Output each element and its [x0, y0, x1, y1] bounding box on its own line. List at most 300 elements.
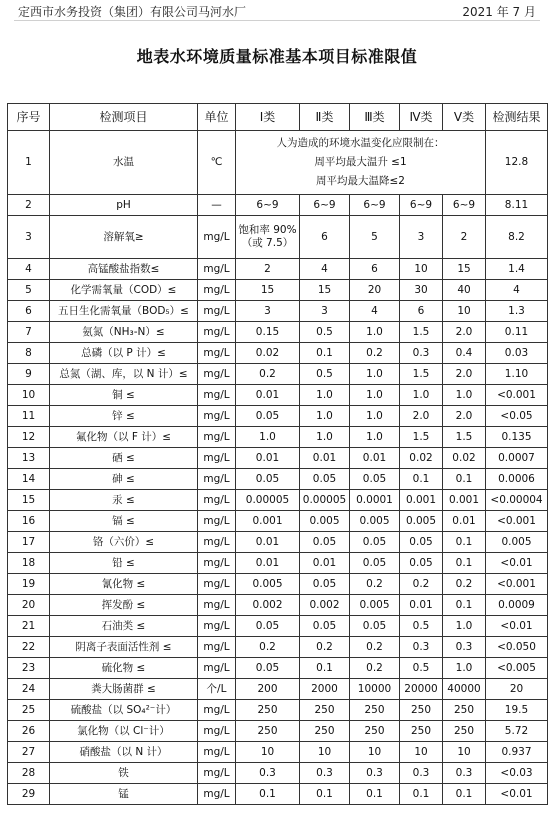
- row-class5: 6~9: [443, 195, 486, 216]
- row-result: <0.050: [486, 637, 548, 658]
- row-class1: 0.002: [236, 595, 300, 616]
- row-item: 粪大肠菌群 ≤: [50, 679, 198, 700]
- col-header-class2: Ⅱ类: [300, 104, 350, 131]
- table-row: [8, 131, 548, 195]
- row-item: 汞 ≤: [50, 490, 198, 511]
- row-class2: 1.0: [300, 427, 350, 448]
- row-class2: 0.5: [300, 322, 350, 343]
- row-item: 石油类 ≤: [50, 616, 198, 637]
- row-unit: mg/L: [198, 322, 236, 343]
- row-class3: 0.2: [350, 658, 400, 679]
- row-class4: 30: [400, 280, 443, 301]
- row-unit: mg/L: [198, 301, 236, 322]
- row-item: 铬（六价）≤: [50, 532, 198, 553]
- row-result: 19.5: [486, 700, 548, 721]
- row-unit: mg/L: [198, 595, 236, 616]
- row-result: <0.03: [486, 763, 548, 784]
- header-divider: [14, 20, 540, 21]
- row-class1: 10: [236, 742, 300, 763]
- row-class3: 5: [350, 216, 400, 259]
- row-result: <0.001: [486, 385, 548, 406]
- row-class2: 0.1: [300, 658, 350, 679]
- row-class5: 2.0: [443, 322, 486, 343]
- table-row: [8, 553, 548, 574]
- row-result: 0.135: [486, 427, 548, 448]
- row-class4: 1.5: [400, 322, 443, 343]
- row-unit: ℃: [198, 131, 236, 195]
- row-no: 18: [8, 553, 50, 574]
- row-unit: mg/L: [198, 637, 236, 658]
- row-unit: mg/L: [198, 216, 236, 259]
- row-unit: mg/L: [198, 259, 236, 280]
- table-row: [8, 511, 548, 532]
- row-unit: mg/L: [198, 490, 236, 511]
- row-class1: 0.01: [236, 553, 300, 574]
- row-unit: mg/L: [198, 763, 236, 784]
- row-class5: 0.1: [443, 595, 486, 616]
- row-class2: 0.05: [300, 574, 350, 595]
- row-no: 13: [8, 448, 50, 469]
- row-item: 总磷（以 P 计）≤: [50, 343, 198, 364]
- row-class3: 0.005: [350, 511, 400, 532]
- row-item: 化学需氧量（COD）≤: [50, 280, 198, 301]
- row-class2: 3: [300, 301, 350, 322]
- table-row: [8, 700, 548, 721]
- row-unit: mg/L: [198, 553, 236, 574]
- row-class4: 6~9: [400, 195, 443, 216]
- row-unit: mg/L: [198, 574, 236, 595]
- row-result: <0.01: [486, 553, 548, 574]
- note-line: 周平均最大温降≤2: [316, 175, 405, 187]
- row-class3: 0.2: [350, 637, 400, 658]
- class1-line: （或 7.5）: [241, 237, 294, 249]
- row-class1: 2: [236, 259, 300, 280]
- col-header-class1: Ⅰ类: [236, 104, 300, 131]
- row-unit: mg/L: [198, 700, 236, 721]
- row-class2: 0.3: [300, 763, 350, 784]
- row-class4: 1.5: [400, 427, 443, 448]
- row-class4: 0.3: [400, 637, 443, 658]
- table-row: [8, 406, 548, 427]
- row-class1: [236, 216, 300, 259]
- table-row: [8, 364, 548, 385]
- row-class5: 40000: [443, 679, 486, 700]
- row-class1: 1.0: [236, 427, 300, 448]
- table-row: [8, 448, 548, 469]
- row-class3: 1.0: [350, 364, 400, 385]
- row-class5: 0.001: [443, 490, 486, 511]
- row-result: 0.0007: [486, 448, 548, 469]
- row-class2: 0.5: [300, 364, 350, 385]
- row-result: <0.005: [486, 658, 548, 679]
- row-class2: 6~9: [300, 195, 350, 216]
- row-class4: 250: [400, 721, 443, 742]
- row-class2: 10: [300, 742, 350, 763]
- row-item: 氨氮（NH₃-N）≤: [50, 322, 198, 343]
- row-unit: mg/L: [198, 385, 236, 406]
- row-unit: mg/L: [198, 343, 236, 364]
- standards-table: [7, 103, 548, 805]
- row-unit: mg/L: [198, 364, 236, 385]
- row-class3: 0.2: [350, 574, 400, 595]
- row-no: 7: [8, 322, 50, 343]
- row-class3: 0.1: [350, 784, 400, 805]
- row-class5: 0.1: [443, 553, 486, 574]
- row-unit: 个/L: [198, 679, 236, 700]
- row-class2: 0.00005: [300, 490, 350, 511]
- row-class4: 0.1: [400, 469, 443, 490]
- row-class4: 3: [400, 216, 443, 259]
- row-no: 27: [8, 742, 50, 763]
- row-class3: 0.05: [350, 616, 400, 637]
- row-no: 11: [8, 406, 50, 427]
- row-class1: 0.02: [236, 343, 300, 364]
- row-class1: 0.15: [236, 322, 300, 343]
- row-no: 3: [8, 216, 50, 259]
- row-item: 锌 ≤: [50, 406, 198, 427]
- row-result: <0.001: [486, 511, 548, 532]
- table-row: [8, 595, 548, 616]
- row-class3: 0.005: [350, 595, 400, 616]
- row-no: 4: [8, 259, 50, 280]
- row-unit: mg/L: [198, 511, 236, 532]
- row-item: 溶解氧≥: [50, 216, 198, 259]
- row-class4: 0.001: [400, 490, 443, 511]
- col-header-item: 检测项目: [50, 104, 198, 131]
- table-row: [8, 658, 548, 679]
- row-unit: mg/L: [198, 616, 236, 637]
- row-class4: 10: [400, 259, 443, 280]
- row-class3: 1.0: [350, 427, 400, 448]
- row-result: <0.001: [486, 574, 548, 595]
- row-class2: 4: [300, 259, 350, 280]
- row-class1: 250: [236, 721, 300, 742]
- row-class4: 20000: [400, 679, 443, 700]
- row-class1: 0.01: [236, 532, 300, 553]
- table-row: [8, 322, 548, 343]
- col-header-class5: Ⅴ类: [443, 104, 486, 131]
- row-class4: 1.0: [400, 385, 443, 406]
- row-result: 0.937: [486, 742, 548, 763]
- row-class5: 0.01: [443, 511, 486, 532]
- row-result: <0.00004: [486, 490, 548, 511]
- row-class4: 0.2: [400, 574, 443, 595]
- row-class2: 0.005: [300, 511, 350, 532]
- row-class3: 250: [350, 700, 400, 721]
- row-item: 水温: [50, 131, 198, 195]
- row-item: 锰: [50, 784, 198, 805]
- row-item: 铜 ≤: [50, 385, 198, 406]
- row-no: 26: [8, 721, 50, 742]
- row-class1: 6~9: [236, 195, 300, 216]
- col-header-unit: 单位: [198, 104, 236, 131]
- report-date: 2021 年 7 月: [462, 5, 536, 19]
- row-class1: 0.2: [236, 364, 300, 385]
- row-no: 22: [8, 637, 50, 658]
- row-class5: 1.5: [443, 427, 486, 448]
- row-class1: 0.00005: [236, 490, 300, 511]
- table-row: [8, 259, 548, 280]
- row-item: 挥发酚 ≤: [50, 595, 198, 616]
- row-no: 15: [8, 490, 50, 511]
- row-item: 硫酸盐（以 SO₄²⁻计）: [50, 700, 198, 721]
- row-class4: 6: [400, 301, 443, 322]
- row-item: 砷 ≤: [50, 469, 198, 490]
- row-no: 25: [8, 700, 50, 721]
- row-no: 16: [8, 511, 50, 532]
- row-class4: 0.1: [400, 784, 443, 805]
- row-class1: 0.05: [236, 406, 300, 427]
- row-class4: 0.005: [400, 511, 443, 532]
- row-unit: mg/L: [198, 427, 236, 448]
- row-no: 6: [8, 301, 50, 322]
- row-no: 12: [8, 427, 50, 448]
- row-class2: 0.05: [300, 532, 350, 553]
- row-result: 1.10: [486, 364, 548, 385]
- row-item: 硫化物 ≤: [50, 658, 198, 679]
- row-class2: 15: [300, 280, 350, 301]
- row-class2: 0.01: [300, 553, 350, 574]
- row-class3: 1.0: [350, 385, 400, 406]
- row-no: 2: [8, 195, 50, 216]
- row-result: <0.01: [486, 616, 548, 637]
- row-result: 0.0006: [486, 469, 548, 490]
- row-class5: 2.0: [443, 364, 486, 385]
- row-class3: 1.0: [350, 406, 400, 427]
- row-no: 9: [8, 364, 50, 385]
- row-result: <0.01: [486, 784, 548, 805]
- row-class1: 0.05: [236, 616, 300, 637]
- row-unit: mg/L: [198, 448, 236, 469]
- row-no: 23: [8, 658, 50, 679]
- table-row: [8, 616, 548, 637]
- row-class4: 0.5: [400, 616, 443, 637]
- row-class2: 1.0: [300, 406, 350, 427]
- table-row: [8, 280, 548, 301]
- row-unit: mg/L: [198, 532, 236, 553]
- row-class2: 250: [300, 700, 350, 721]
- row-result: 1.3: [486, 301, 548, 322]
- row-class5: 250: [443, 721, 486, 742]
- row-class1: 200: [236, 679, 300, 700]
- row-class5: 0.2: [443, 574, 486, 595]
- row-class3: 0.0001: [350, 490, 400, 511]
- row-class1: 0.1: [236, 784, 300, 805]
- note-line: 人为造成的环境水温变化应限制在：: [276, 137, 445, 149]
- row-result: 12.8: [486, 131, 548, 195]
- row-class5: 0.3: [443, 637, 486, 658]
- row-class2: 0.01: [300, 448, 350, 469]
- row-unit: mg/L: [198, 658, 236, 679]
- row-result: 20: [486, 679, 548, 700]
- row-class2: 2000: [300, 679, 350, 700]
- row-result: 0.11: [486, 322, 548, 343]
- company-name: 定西市水务投资（集团）有限公司马河水厂: [18, 5, 247, 19]
- row-no: 28: [8, 763, 50, 784]
- row-no: 10: [8, 385, 50, 406]
- row-item: 硒 ≤: [50, 448, 198, 469]
- row-class5: 0.1: [443, 469, 486, 490]
- table-row: [8, 742, 548, 763]
- row-result: 1.4: [486, 259, 548, 280]
- row-class1: 250: [236, 700, 300, 721]
- row-class3: 20: [350, 280, 400, 301]
- row-item: 阴离子表面活性剂 ≤: [50, 637, 198, 658]
- row-class3: 4: [350, 301, 400, 322]
- row-class1: 0.2: [236, 637, 300, 658]
- row-class1: 0.01: [236, 385, 300, 406]
- row-class2: 0.1: [300, 784, 350, 805]
- table-row: [8, 490, 548, 511]
- row-item: 五日生化需氧量（BOD₅）≤: [50, 301, 198, 322]
- row-class2: 6: [300, 216, 350, 259]
- row-class5: 0.1: [443, 532, 486, 553]
- row-class3: 0.05: [350, 469, 400, 490]
- row-class4: 0.3: [400, 763, 443, 784]
- row-class3: 1.0: [350, 322, 400, 343]
- row-class1: 0.05: [236, 658, 300, 679]
- col-header-no: 序号: [8, 104, 50, 131]
- table-row: [8, 469, 548, 490]
- row-class3: 250: [350, 721, 400, 742]
- note-line: 周平均最大温升 ≤1: [314, 156, 407, 168]
- row-class3: 0.3: [350, 763, 400, 784]
- row-unit: mg/L: [198, 469, 236, 490]
- col-header-class3: Ⅲ类: [350, 104, 400, 131]
- row-item: 镉 ≤: [50, 511, 198, 532]
- col-header-result: 检测结果: [486, 104, 548, 131]
- row-class2: 0.05: [300, 469, 350, 490]
- row-result: 5.72: [486, 721, 548, 742]
- row-item: 铅 ≤: [50, 553, 198, 574]
- row-class5: 0.02: [443, 448, 486, 469]
- table-row: [8, 532, 548, 553]
- row-item: 氟化物（以 F 计）≤: [50, 427, 198, 448]
- row-result: 8.2: [486, 216, 548, 259]
- row-class1: 15: [236, 280, 300, 301]
- row-class5: 2.0: [443, 406, 486, 427]
- table-row: [8, 216, 548, 259]
- row-class4: 250: [400, 700, 443, 721]
- row-item: 氯化物（以 Cl⁻计）: [50, 721, 198, 742]
- row-unit: mg/L: [198, 406, 236, 427]
- row-class5: 2: [443, 216, 486, 259]
- row-class5: 250: [443, 700, 486, 721]
- row-class5: 0.3: [443, 763, 486, 784]
- class1-line: 饱和率 90%: [238, 224, 297, 236]
- table-row: [8, 721, 548, 742]
- row-class4: 0.05: [400, 532, 443, 553]
- row-class4: 0.05: [400, 553, 443, 574]
- row-class5: 1.0: [443, 385, 486, 406]
- row-class5: 10: [443, 742, 486, 763]
- table-row: [8, 784, 548, 805]
- row-class5: 1.0: [443, 616, 486, 637]
- row-result: 0.03: [486, 343, 548, 364]
- row-class3: 6: [350, 259, 400, 280]
- row-class1: 0.01: [236, 448, 300, 469]
- row-unit: mg/L: [198, 784, 236, 805]
- row-item: 铁: [50, 763, 198, 784]
- table-row: [8, 637, 548, 658]
- row-no: 5: [8, 280, 50, 301]
- row-item: 总氮（湖、库，以 N 计）≤: [50, 364, 198, 385]
- row-item: 硝酸盐（以 N 计）: [50, 742, 198, 763]
- row-class4: 0.5: [400, 658, 443, 679]
- row-class2: 0.2: [300, 637, 350, 658]
- row-unit: mg/L: [198, 742, 236, 763]
- row-class5: 15: [443, 259, 486, 280]
- row-no: 29: [8, 784, 50, 805]
- row-class4: 0.3: [400, 343, 443, 364]
- table-row: [8, 195, 548, 216]
- row-unit: mg/L: [198, 280, 236, 301]
- row-class3: 6~9: [350, 195, 400, 216]
- row-class4: 1.5: [400, 364, 443, 385]
- row-class3: 0.05: [350, 553, 400, 574]
- row-class4: 0.01: [400, 595, 443, 616]
- row-class2: 1.0: [300, 385, 350, 406]
- table-row: [8, 763, 548, 784]
- row-unit: mg/L: [198, 721, 236, 742]
- row-no: 24: [8, 679, 50, 700]
- row-result: 4: [486, 280, 548, 301]
- row-class3: 0.2: [350, 343, 400, 364]
- row-class3: 10: [350, 742, 400, 763]
- row-class5: 10: [443, 301, 486, 322]
- col-header-class4: Ⅳ类: [400, 104, 443, 131]
- table-row: [8, 385, 548, 406]
- row-class3: 0.01: [350, 448, 400, 469]
- row-class5: 1.0: [443, 658, 486, 679]
- water-temp-note: [236, 131, 486, 195]
- row-no: 20: [8, 595, 50, 616]
- row-unit: —: [198, 195, 236, 216]
- row-class4: 0.02: [400, 448, 443, 469]
- table-row: [8, 574, 548, 595]
- row-no: 8: [8, 343, 50, 364]
- row-result: <0.05: [486, 406, 548, 427]
- row-no: 19: [8, 574, 50, 595]
- row-no: 1: [8, 131, 50, 195]
- row-class1: 0.001: [236, 511, 300, 532]
- row-no: 17: [8, 532, 50, 553]
- row-class1: 0.3: [236, 763, 300, 784]
- row-class3: 0.05: [350, 532, 400, 553]
- table-row: [8, 427, 548, 448]
- row-class5: 40: [443, 280, 486, 301]
- row-result: 8.11: [486, 195, 548, 216]
- row-class4: 2.0: [400, 406, 443, 427]
- table-row: [8, 301, 548, 322]
- row-item: 高锰酸盐指数≤: [50, 259, 198, 280]
- row-class5: 0.4: [443, 343, 486, 364]
- table-row: [8, 343, 548, 364]
- row-class2: 250: [300, 721, 350, 742]
- row-class2: 0.002: [300, 595, 350, 616]
- row-class4: 10: [400, 742, 443, 763]
- row-no: 14: [8, 469, 50, 490]
- table-row: [8, 679, 548, 700]
- row-class5: 0.1: [443, 784, 486, 805]
- row-class2: 0.05: [300, 616, 350, 637]
- row-item: 氰化物 ≤: [50, 574, 198, 595]
- row-class2: 0.1: [300, 343, 350, 364]
- page-title: 地表水环境质量标准基本项目标准限值: [136, 47, 418, 66]
- row-class1: 3: [236, 301, 300, 322]
- row-no: 21: [8, 616, 50, 637]
- row-class1: 0.05: [236, 469, 300, 490]
